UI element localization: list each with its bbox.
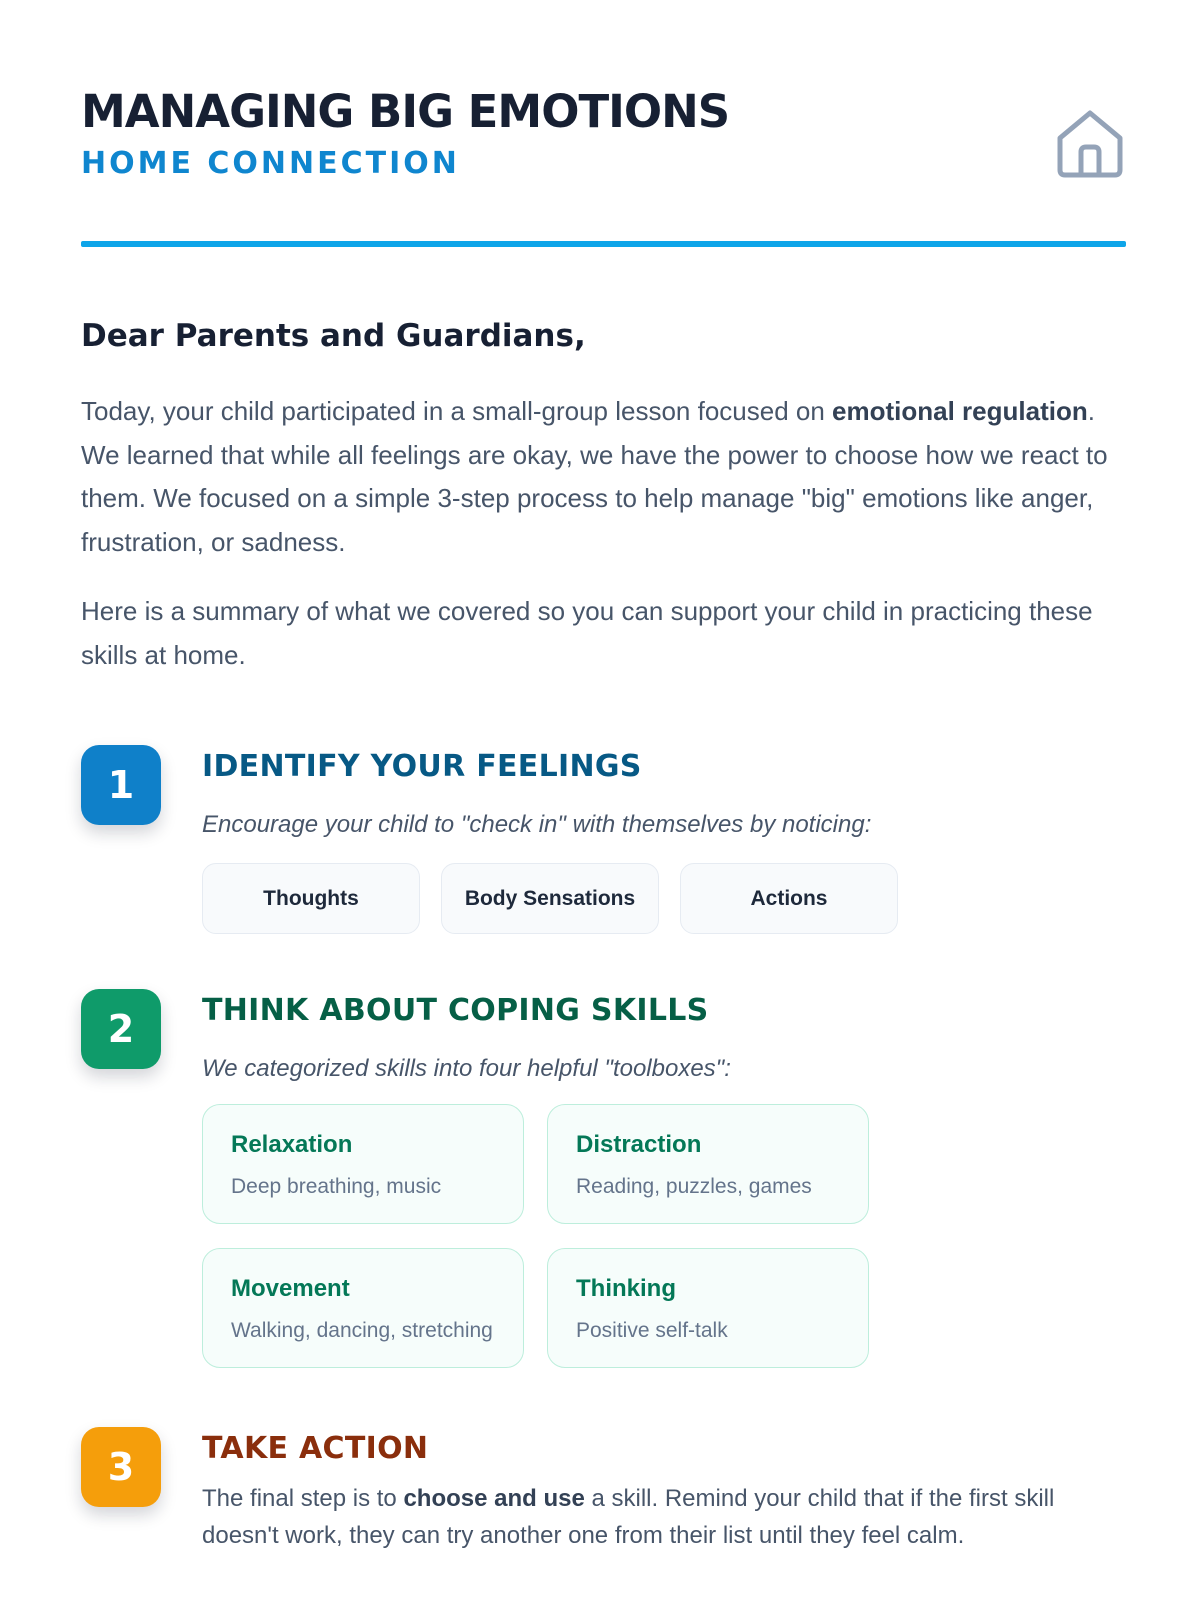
toolbox-description: Reading, puzzles, games [576,1175,812,1198]
chip-body-sensations: Body Sensations [441,863,659,934]
step-content [202,745,1126,910]
step-title: IDENTIFY YOUR FEELINGS [202,749,642,784]
step-text-emphasis: choose and use [403,1485,585,1512]
step-number-badge: 1 [81,745,161,825]
header [81,86,1126,186]
step-text-end: a skill. Remind your child that if the first skill doesn't work, they can try another one from their list until they feel calm. [202,1485,1055,1549]
toolbox-description: Walking, dancing, stretching [231,1319,493,1342]
toolbox-relaxation [202,1104,524,1224]
intro-paragraph [81,390,1126,564]
step-description [202,1481,1102,1554]
step-text-start: The final step is to [202,1485,404,1512]
greeting: Dear Parents and Guardians, [81,318,586,354]
step-title: THINK ABOUT COPING SKILLS [202,993,709,1028]
intro-text-start: Today, your child participated in a small-group lesson focused on [81,396,833,426]
step-content [202,1427,1126,1549]
page-subtitle: HOME CONNECTION [81,146,460,181]
toolbox-name: Relaxation [231,1131,353,1158]
home-icon [1054,108,1126,180]
step-title: TAKE ACTION [202,1431,429,1466]
step-content [202,989,1126,1342]
chip-actions: Actions [680,863,898,934]
toolbox-name: Distraction [576,1131,702,1158]
step-number-badge: 2 [81,989,161,1069]
intro-text-end: . We learned that while all feelings are okay, we have the power to choose how we react to them. We focused on a simple 3-step process to help manage "big" emotions like anger, frustration, or sadness. [81,396,1108,557]
step-number-badge: 3 [81,1427,161,1507]
step-intro: We categorized skills into four helpful "toolboxes": [202,1055,731,1082]
handout-page [81,0,1126,1600]
header-divider [81,241,1126,247]
noticing-chips [202,863,1126,935]
intro-emphasis: emotional regulation [832,396,1088,426]
toolbox-name: Movement [231,1275,350,1302]
toolbox-description: Positive self-talk [576,1319,728,1342]
chip-thoughts: Thoughts [202,863,420,934]
toolbox-movement [202,1248,524,1368]
toolbox-distraction [547,1104,869,1224]
page-title: MANAGING BIG EMOTIONS [81,85,730,138]
toolbox-description: Deep breathing, music [231,1175,442,1198]
step-intro: Encourage your child to "check in" with themselves by noticing: [202,811,872,838]
summary-paragraph: Here is a summary of what we covered so you can support your child in practicing these skills at home. [81,596,1093,670]
toolbox-name: Thinking [576,1275,676,1302]
toolbox-thinking [547,1248,869,1368]
